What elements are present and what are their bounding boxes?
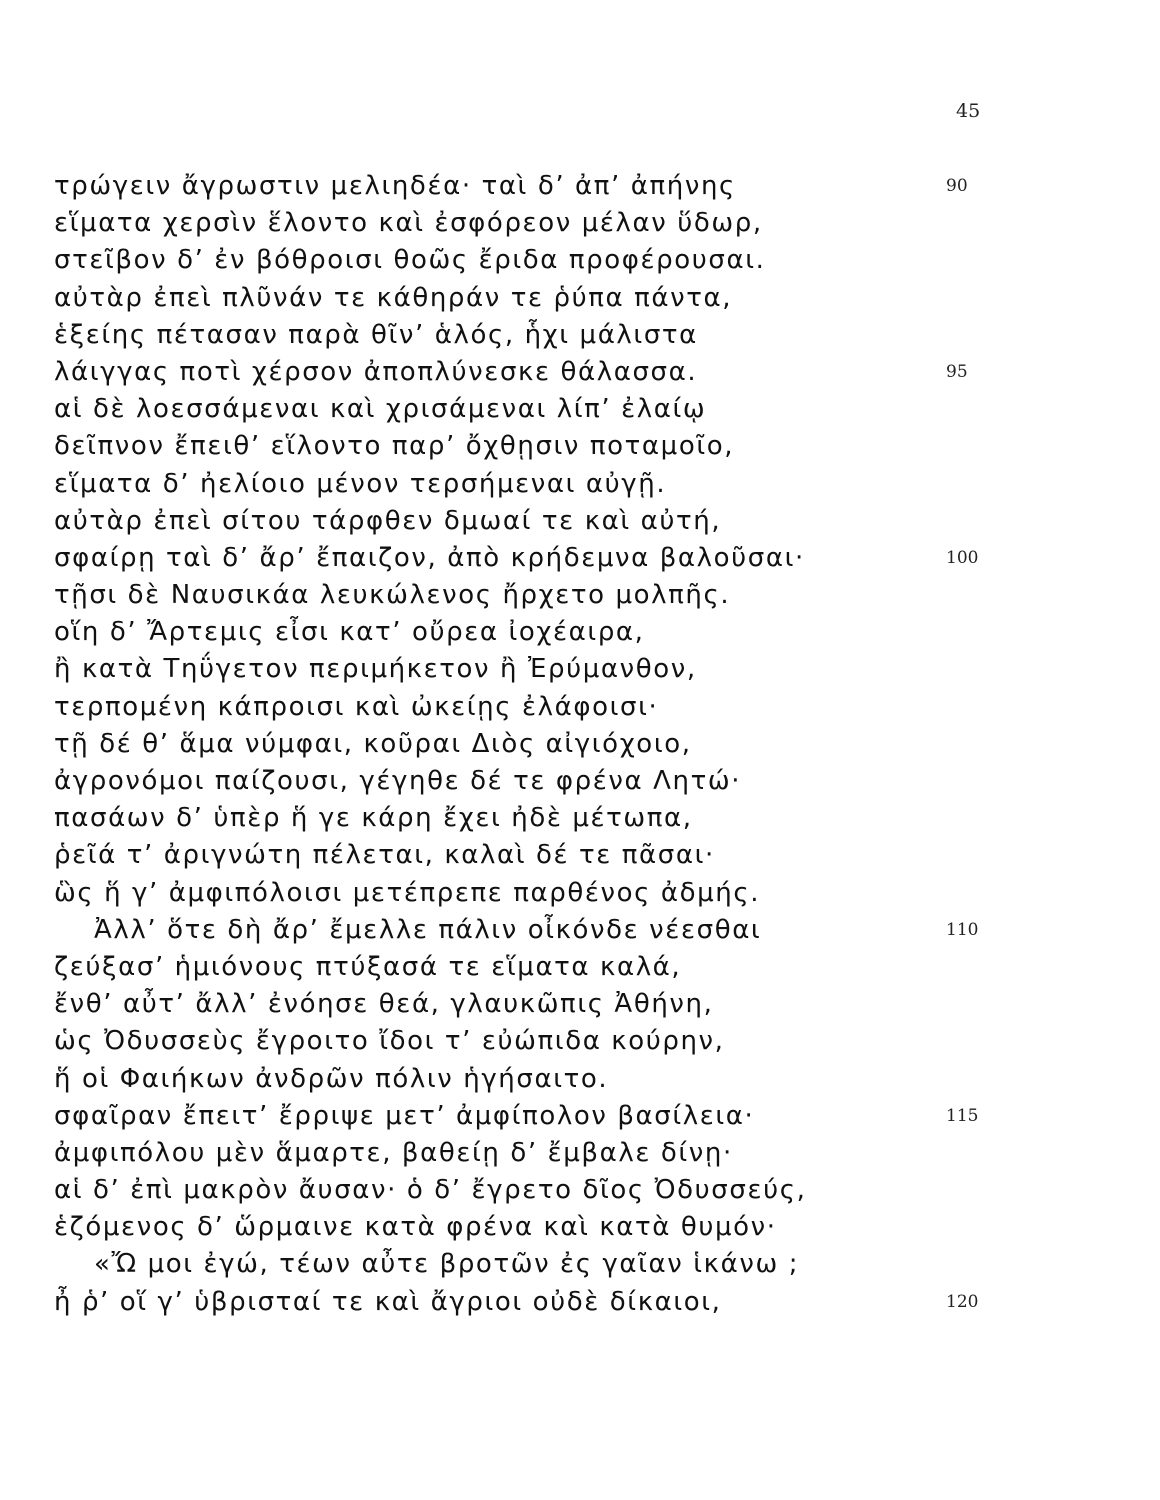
verse-text: πασάων δ’ ὑπὲρ ἥ γε κάρη ἔχει ἠδὲ μέτωπα, xyxy=(54,803,693,834)
verse-line xyxy=(54,651,1114,688)
verse-text: αὐτὰρ ἐπεὶ πλῦνάν τε κάθηράν τε ῥύπα πάντα, xyxy=(54,282,733,313)
verse-text: «Ὤ μοι ἐγώ, τέων αὖτε βροτῶν ἐς γαῖαν ἱκάνω ; xyxy=(94,1249,800,1280)
verse-number: 120 xyxy=(946,1291,979,1312)
verse-line xyxy=(54,354,1114,391)
verse-text: σφαῖραν ἔπειτ’ ἔρριψε μετ’ ἀμφίπολον βασίλεια· xyxy=(54,1100,755,1131)
verse-text: Ἀλλ’ ὅτε δὴ ἄρ’ ἔμελλε πάλιν οἶκόνδε νέεσθαι xyxy=(94,914,762,945)
verse-text: τῇσι δὲ Ναυσικάα λευκώλενος ἤρχετο μολπῆς. xyxy=(54,580,731,611)
verse-text: στεῖβον δ’ ἐν βόθροισι θοῶς ἔριδα προφέρουσαι. xyxy=(54,245,766,276)
verse-line xyxy=(54,1061,1114,1098)
verse-line xyxy=(54,800,1114,837)
verse-line xyxy=(54,503,1114,540)
verse-text: ζεύξασ’ ἡμιόνους πτύξασά τε εἵματα καλά, xyxy=(54,951,682,982)
verse-line xyxy=(54,763,1114,800)
verse-line xyxy=(54,837,1114,874)
verse-text: ἀμφιπόλου μὲν ἅμαρτε, βαθείῃ δ’ ἔμβαλε δίνῃ· xyxy=(54,1137,733,1168)
verse-number: 115 xyxy=(946,1105,979,1126)
verse-line xyxy=(54,1135,1114,1172)
verse-text: λάιγγας ποτὶ χέρσον ἀποπλύνεσκε θάλασσα. xyxy=(54,356,698,387)
verse-text: σφαίρῃ ταὶ δ’ ἄρ’ ἔπαιζον, ἀπὸ κρήδεμνα βαλοῦσαι· xyxy=(54,542,805,573)
verse-line xyxy=(54,614,1114,651)
verse-text: ἑζόμενος δ’ ὥρμαινε κατὰ φρένα καὶ κατὰ θυμόν· xyxy=(54,1212,777,1243)
poem-text xyxy=(54,168,1114,1321)
page-number: 45 xyxy=(956,100,981,122)
verse-text: τρώγειν ἄγρωστιν μελιηδέα· ταὶ δ’ ἀπ’ ἀπήνης xyxy=(54,171,736,201)
verse-text: εἵματα δ’ ἠελίοιο μένον τερσήμεναι αὐγῇ. xyxy=(54,468,667,499)
verse-text: ἥ οἱ Φαιήκων ἀνδρῶν πόλιν ἡγήσαιτο. xyxy=(54,1063,609,1094)
verse-line xyxy=(54,986,1114,1023)
verse-line xyxy=(54,875,1114,912)
verse-line xyxy=(54,428,1114,465)
verse-line xyxy=(54,577,1114,614)
verse-line xyxy=(54,689,1114,726)
verse-line xyxy=(54,466,1114,503)
verse-line xyxy=(54,242,1114,279)
verse-line xyxy=(54,1098,1114,1135)
verse-text: αὐτὰρ ἐπεὶ σίτου τάρφθεν δμωαί τε καὶ αὐτή, xyxy=(54,505,722,536)
verse-text: τερπομένη κάπροισι καὶ ὠκείῃς ἐλάφοισι· xyxy=(54,691,659,722)
verse-number: 95 xyxy=(946,361,968,382)
verse-text: ἦ ῥ’ οἵ γ’ ὑβρισταί τε καὶ ἄγριοι οὐδὲ δίκαιοι, xyxy=(54,1286,722,1317)
verse-line xyxy=(54,205,1114,242)
verse-text: δεῖπνον ἔπειθ’ εἵλοντο παρ’ ὄχθῃσιν ποταμοῖο, xyxy=(54,431,735,462)
verse-text: τῇ δέ θ’ ἅμα νύμφαι, κοῦραι Διὸς αἰγιόχοιο, xyxy=(54,728,692,759)
verse-text: ὡς Ὀδυσσεὺς ἔγροιτο ἴδοι τ’ εὐώπιδα κούρην, xyxy=(54,1026,725,1057)
verse-text: ὣς ἥ γ’ ἀμφιπόλοισι μετέπρεπε παρθένος ἀδμής. xyxy=(54,877,761,908)
verse-line xyxy=(54,1172,1114,1209)
verse-line xyxy=(54,168,1114,205)
verse-number: 110 xyxy=(946,919,979,940)
verse-line xyxy=(54,317,1114,354)
verse-text: ἀγρονόμοι παίζουσι, γέγηθε δέ τε φρένα Λητώ· xyxy=(54,766,742,796)
verse-line xyxy=(54,1246,1114,1283)
verse-text: αἱ δ’ ἐπὶ μακρὸν ἄυσαν· ὁ δ’ ἔγρετο δῖος Ὀδυσσεύς, xyxy=(54,1175,807,1206)
verse-text: ἢ κατὰ Τηΰγετον περιμήκετον ἢ Ἐρύμανθον, xyxy=(54,654,697,685)
verse-text: εἵματα χερσὶν ἕλοντο καὶ ἐσφόρεον μέλαν ὕδωρ, xyxy=(54,208,763,239)
verse-text: ῥεῖά τ’ ἀριγνώτη πέλεται, καλαὶ δέ τε πᾶσαι· xyxy=(54,840,715,871)
verse-line xyxy=(54,1023,1114,1060)
verse-text: ἑξείης πέτασαν παρὰ θῖν’ ἁλός, ἧχι μάλιστα xyxy=(54,319,698,350)
verse-line xyxy=(54,391,1114,428)
verse-line xyxy=(54,1209,1114,1246)
verse-line xyxy=(54,280,1114,317)
verse-line xyxy=(54,949,1114,986)
verse-line xyxy=(54,540,1114,577)
verse-text: αἱ δὲ λοεσσάμεναι καὶ χρισάμεναι λίπ’ ἐλαίῳ xyxy=(54,394,707,425)
verse-line xyxy=(54,726,1114,763)
verse-number: 90 xyxy=(946,176,968,196)
verse-text: οἵη δ’ Ἄρτεμις εἶσι κατ’ οὔρεα ἰοχέαιρα, xyxy=(54,617,645,648)
verse-number: 100 xyxy=(946,547,979,568)
verse-line xyxy=(54,1284,1114,1321)
verse-text: ἔνθ’ αὖτ’ ἄλλ’ ἐνόησε θεά, γλαυκῶπις Ἀθήνη, xyxy=(54,989,714,1020)
verse-line xyxy=(54,912,1114,949)
